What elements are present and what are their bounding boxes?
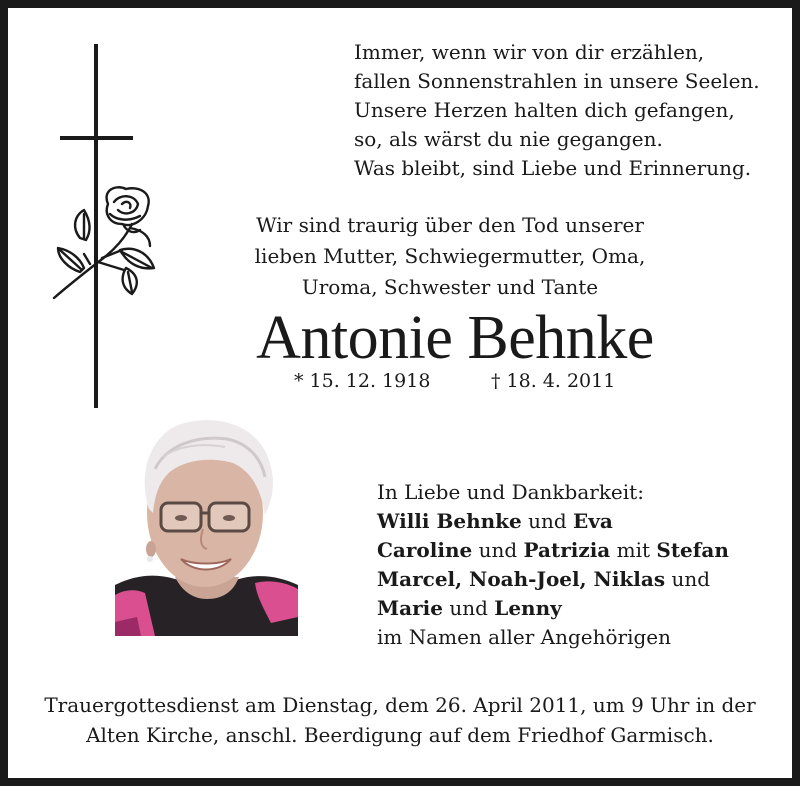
- mourners-closing: im Namen aller Angehörigen: [377, 625, 672, 649]
- connector-text: und: [665, 567, 711, 591]
- mourners-line: [377, 594, 729, 623]
- mourners-line: [377, 536, 729, 565]
- mourner-name: Lenny: [494, 596, 562, 620]
- memorial-poem: [354, 38, 760, 183]
- connector-text: mit: [610, 538, 657, 562]
- mourner-name: Caroline: [377, 538, 473, 562]
- mourner-name: Willi Behnke: [377, 509, 522, 533]
- rose-icon: [50, 184, 162, 300]
- announcement-line: Uroma, Schwester und Tante: [301, 275, 599, 299]
- mourners-line: [377, 565, 729, 594]
- mourner-name: Stefan: [656, 538, 729, 562]
- connector-text: und: [521, 509, 574, 533]
- mourners-line: [377, 507, 729, 536]
- funeral-service-info: [28, 690, 772, 750]
- mourner-name: Eva: [573, 509, 613, 533]
- deceased-name: Antonie Behnke: [256, 304, 654, 372]
- mourner-name: Marcel, Noah-Joel, Niklas: [377, 567, 666, 591]
- cross-icon-bar: [60, 136, 133, 140]
- announcement-line: Wir sind traurig über den Tod unserer: [256, 213, 644, 237]
- mourner-name: Patrizia: [523, 538, 611, 562]
- portrait-photo: [115, 417, 298, 636]
- announcement-line: lieben Mutter, Schwiegermutter, Oma,: [254, 244, 646, 268]
- announcement-text: [226, 210, 674, 303]
- poem-line: Immer, wenn wir von dir erzählen,: [354, 40, 705, 64]
- poem-line: Was bleibt, sind Liebe und Erinnerung.: [354, 156, 752, 180]
- death-date: † 18. 4. 2011: [491, 370, 616, 392]
- poem-line: fallen Sonnenstrahlen in unsere Seelen.: [354, 69, 760, 93]
- connector-text: und: [472, 538, 524, 562]
- mourners-heading: In Liebe und Dankbarkeit:: [377, 480, 644, 504]
- connector-text: und: [442, 596, 495, 620]
- poem-line: Unsere Herzen halten dich gefangen,: [354, 98, 735, 122]
- birth-date: * 15. 12. 1918: [294, 370, 431, 392]
- service-line: Alten Kirche, anschl. Beerdigung auf dem Friedhof Garmisch.: [86, 723, 714, 747]
- poem-line: so, als wärst du nie gegangen.: [354, 127, 663, 151]
- mourners-list: [377, 478, 729, 652]
- service-line: Trauergottesdienst am Dienstag, dem 26. April 2011, um 9 Uhr in der: [44, 693, 756, 717]
- mourner-name: Marie: [377, 596, 443, 620]
